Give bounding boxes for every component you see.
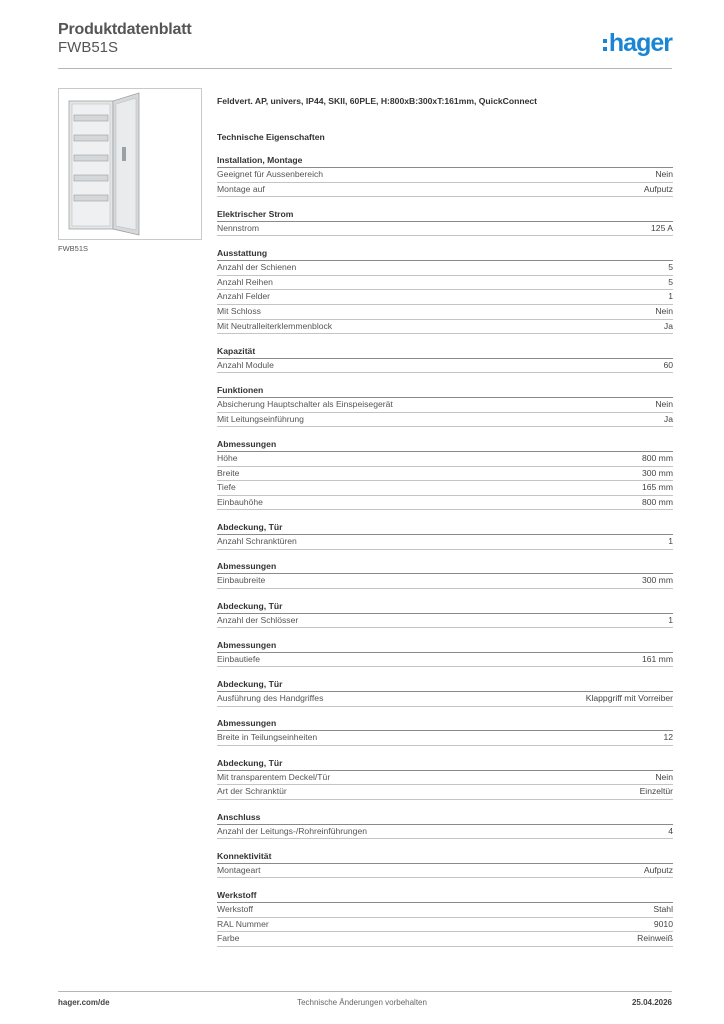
spec-row [217, 290, 673, 305]
spec-label: Einbaubreite [217, 575, 266, 586]
product-description: Feldvert. AP, univers, IP44, SKII, 60PLE, H:800xB:300xT:161mm, QuickConnect [217, 96, 538, 106]
spec-label: Anzahl Module [217, 359, 274, 370]
spec-group [217, 153, 673, 197]
footer-divider [58, 991, 672, 992]
spec-group [217, 520, 673, 550]
document-title: Produktdatenblatt [58, 21, 192, 38]
spec-row [217, 653, 673, 668]
spec-row [217, 183, 673, 198]
spec-value: 300 mm [641, 575, 673, 586]
spec-row [217, 481, 673, 496]
spec-group-title: Kapazität [217, 344, 673, 359]
spec-group-title: Installation, Montage [217, 153, 673, 168]
spec-group-title: Abmessungen [217, 716, 673, 731]
spec-group [217, 677, 673, 707]
spec-label: Anzahl der Schlösser [217, 614, 299, 625]
spec-group-title: Abdeckung, Tür [217, 677, 673, 692]
spec-value: 800 mm [641, 496, 673, 507]
spec-label: Art der Schranktür [217, 786, 287, 797]
spec-label: Einbauhöhe [217, 496, 263, 507]
spec-row [217, 918, 673, 933]
spec-row [217, 413, 673, 428]
spec-group [217, 383, 673, 427]
spec-value: Aufputz [643, 864, 673, 875]
spec-row [217, 261, 673, 276]
spec-label: Höhe [217, 452, 238, 463]
spec-label: Mit transparentem Deckel/Tür [217, 771, 331, 782]
spec-label: Mit Neutralleiterklemmenblock [217, 320, 333, 331]
spec-row [217, 864, 673, 879]
spec-group-title: Abdeckung, Tür [217, 756, 673, 771]
spec-label: RAL Nummer [217, 918, 269, 929]
hager-logo[interactable] [603, 30, 672, 56]
spec-value: 5 [668, 276, 673, 287]
spec-group-title: Konnektivität [217, 849, 673, 864]
spec-label: Tiefe [217, 482, 236, 493]
spec-label: Montageart [217, 864, 261, 875]
spec-row [217, 276, 673, 291]
logo-text: hager [608, 29, 672, 57]
spec-group-title: Elektrischer Strom [217, 207, 673, 222]
spec-group [217, 599, 673, 629]
spec-label: Werkstoff [217, 904, 253, 915]
spec-value: 1 [668, 536, 673, 547]
image-caption: FWB51S [58, 244, 89, 253]
spec-row [217, 452, 673, 467]
spec-row [217, 731, 673, 746]
spec-group [217, 207, 673, 237]
spec-value: Stahl [653, 904, 673, 915]
spec-value: 165 mm [641, 482, 673, 493]
spec-group-title: Abmessungen [217, 638, 673, 653]
spec-label: Montage auf [217, 183, 265, 194]
spec-group-title: Abdeckung, Tür [217, 520, 673, 535]
footer-notice: Technische Änderungen vorbehalten [297, 998, 427, 1007]
spec-value: 60 [663, 359, 673, 370]
section-title: Technische Eigenschaften [217, 132, 325, 142]
spec-value: Reinweiß [637, 933, 673, 944]
spec-value: 5 [668, 262, 673, 273]
spec-value: 300 mm [641, 467, 673, 478]
spec-row [217, 359, 673, 374]
logo-dots-icon [603, 39, 607, 51]
spec-label: Mit Leitungseinführung [217, 413, 304, 424]
spec-group [217, 756, 673, 800]
spec-value: Klappgriff mit Vorreiber [585, 693, 673, 704]
spec-label: Anzahl der Schienen [217, 262, 297, 273]
spec-row [217, 614, 673, 629]
spec-label: Einbautiefe [217, 653, 261, 664]
spec-group-title: Anschluss [217, 810, 673, 825]
spec-value: Ja [663, 320, 673, 331]
spec-value: 1 [668, 291, 673, 302]
spec-value: 161 mm [641, 653, 673, 664]
spec-value: 1 [668, 614, 673, 625]
spec-groups [217, 153, 673, 947]
spec-value: Ja [663, 413, 673, 424]
spec-row [217, 398, 673, 413]
specification-table [217, 94, 673, 957]
spec-row [217, 771, 673, 786]
spec-group [217, 888, 673, 947]
footer-website-link[interactable]: hager.com/de [58, 998, 110, 1007]
spec-value: 9010 [653, 918, 673, 929]
spec-label: Anzahl der Leitungs-/Rohreinführungen [217, 825, 368, 836]
spec-group [217, 344, 673, 374]
spec-row [217, 903, 673, 918]
spec-group [217, 716, 673, 746]
product-image [58, 88, 202, 240]
spec-row [217, 222, 673, 237]
spec-value: 12 [663, 732, 673, 743]
spec-group-title: Ausstattung [217, 246, 673, 261]
footer-date: 25.04.2026 [631, 998, 672, 1007]
spec-label: Absicherung Hauptschalter als Einspeisegerät [217, 399, 393, 410]
spec-row [217, 168, 673, 183]
spec-value: Einzeltür [639, 786, 673, 797]
spec-value: Nein [655, 169, 673, 179]
spec-group-title: Abmessungen [217, 437, 673, 452]
spec-group [217, 559, 673, 589]
spec-label: Anzahl Felder [217, 291, 271, 302]
spec-group-title: Abmessungen [217, 559, 673, 574]
spec-row [217, 535, 673, 550]
spec-group [217, 638, 673, 668]
spec-row [217, 320, 673, 335]
spec-label: Breite in Teilungseinheiten [217, 732, 318, 743]
spec-group-title: Funktionen [217, 383, 673, 398]
spec-value: Nein [655, 771, 673, 782]
spec-value: 800 mm [641, 452, 673, 463]
spec-label: Farbe [217, 933, 240, 944]
spec-label: Geeignet für Aussenbereich [217, 169, 324, 179]
spec-value: Aufputz [643, 183, 673, 194]
spec-value: 125 A [651, 222, 673, 233]
spec-row [217, 692, 673, 707]
spec-row [217, 825, 673, 840]
spec-group [217, 437, 673, 510]
spec-label: Nennstrom [217, 222, 260, 233]
spec-group-title: Werkstoff [217, 888, 673, 903]
spec-group-title: Abdeckung, Tür [217, 599, 673, 614]
spec-row [217, 467, 673, 482]
spec-row [217, 785, 673, 800]
spec-row [217, 305, 673, 320]
spec-label: Breite [217, 467, 240, 478]
spec-row [217, 574, 673, 589]
product-code: FWB51S [58, 39, 119, 56]
distribution-cabinet-icon [59, 89, 201, 239]
spec-row [217, 496, 673, 511]
spec-label: Anzahl Schranktüren [217, 536, 297, 547]
spec-label: Mit Schloss [217, 305, 261, 316]
spec-value: 4 [668, 825, 673, 836]
spec-label: Anzahl Reihen [217, 276, 273, 287]
spec-row [217, 932, 673, 947]
spec-group [217, 849, 673, 879]
header-divider [58, 68, 672, 69]
spec-value: Nein [655, 399, 673, 410]
spec-value: Nein [655, 305, 673, 316]
spec-label: Ausführung des Handgriffes [217, 693, 324, 704]
spec-group [217, 810, 673, 840]
spec-group [217, 246, 673, 334]
